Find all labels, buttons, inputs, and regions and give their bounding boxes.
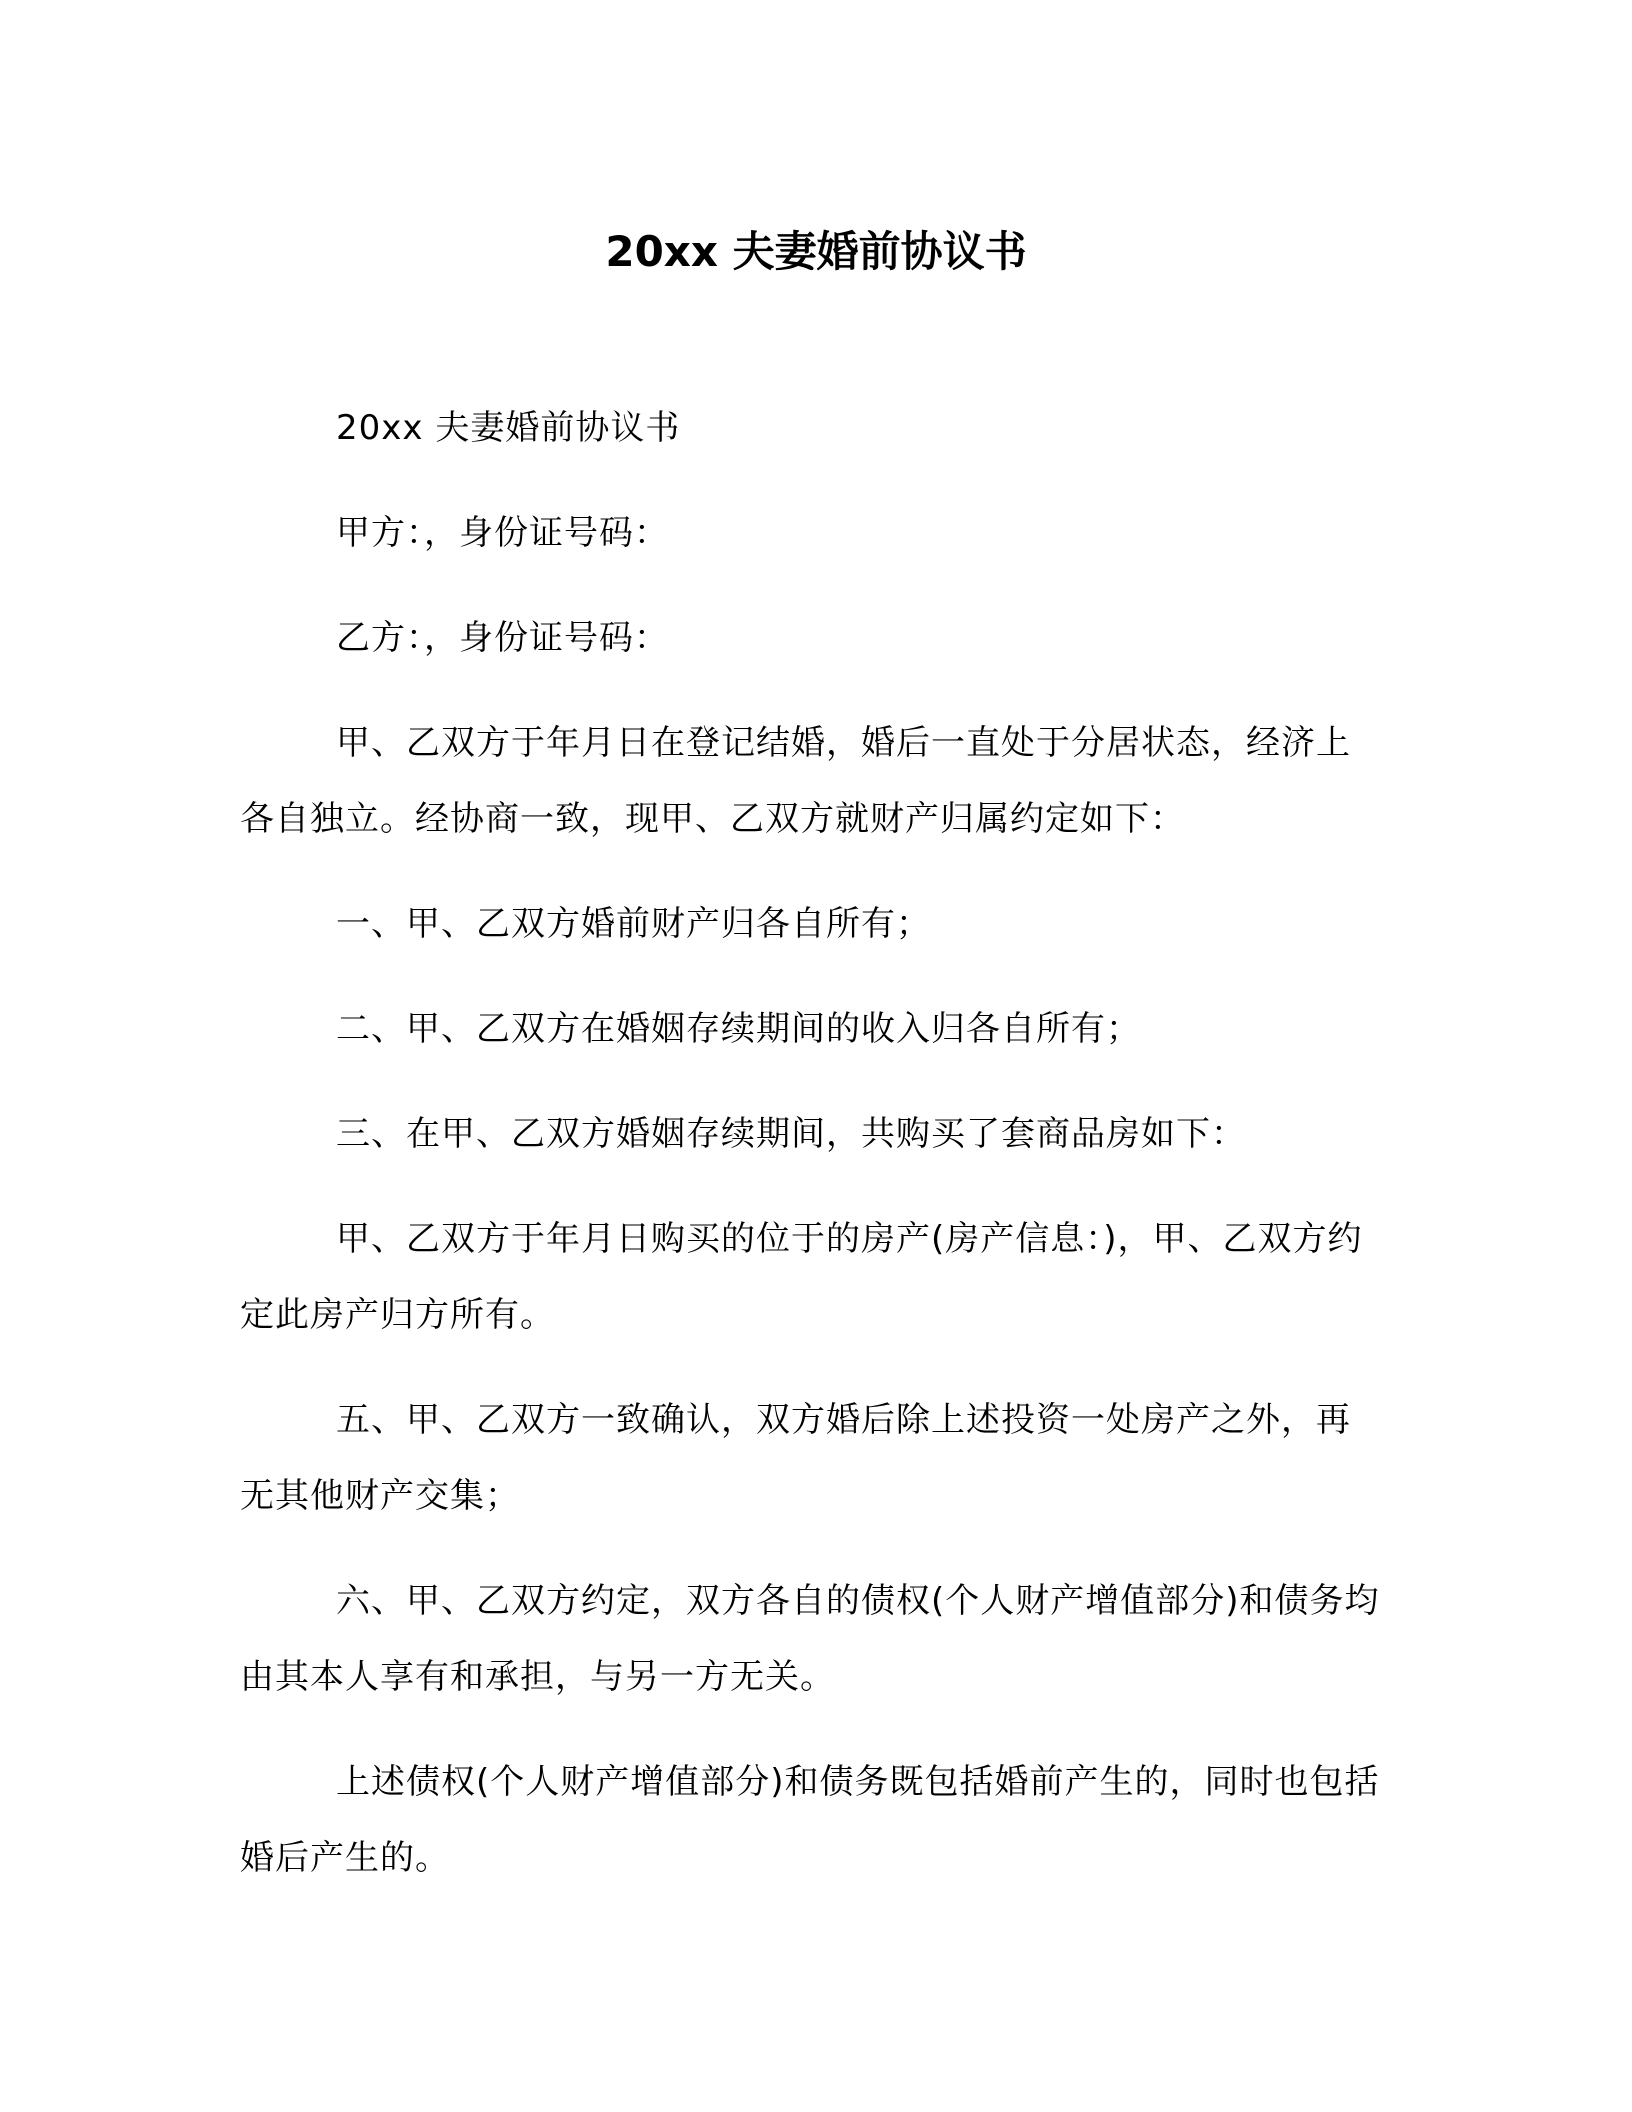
clause-3: 三、在甲、乙双方婚姻存续期间，共购买了套商品房如下：: [336, 1114, 1246, 1154]
party-b-line: 乙方：，身份证号码：: [336, 618, 669, 658]
document-body: [240, 390, 1380, 1925]
clause-6: 六、甲、乙双方约定，双方各自的债权(个人财产增值部分)和债务均由其本人享有和承担，与另一方无关。: [240, 1581, 1380, 1697]
party-a-line: 甲方：，身份证号码：: [336, 513, 669, 553]
preamble-paragraph: 甲、乙双方于年月日在登记结婚，婚后一直处于分居状态，经济上各自独立。经协商一致，现甲、乙双方就财产归属约定如下：: [240, 723, 1351, 839]
clause-2: 二、甲、乙双方在婚姻存续期间的收入归各自所有；: [336, 1009, 1141, 1049]
property-paragraph: 甲、乙双方于年月日购买的位于的房产(房产信息：)，甲、乙双方约定此房产归方所有。: [240, 1219, 1363, 1335]
document-title: 20xx 夫妻婚前协议书: [605, 227, 1027, 276]
clause-1: 一、甲、乙双方婚前财产归各自所有；: [336, 904, 931, 944]
subtitle-paragraph: 20xx 夫妻婚前协议书: [336, 408, 681, 448]
clause-5: 五、甲、乙双方一致确认，双方婚后除上述投资一处房产之外，再无其他财产交集；: [240, 1400, 1351, 1516]
debt-scope-paragraph: 上述债权(个人财产增值部分)和债务既包括婚前产生的，同时也包括婚后产生的。: [240, 1762, 1380, 1878]
